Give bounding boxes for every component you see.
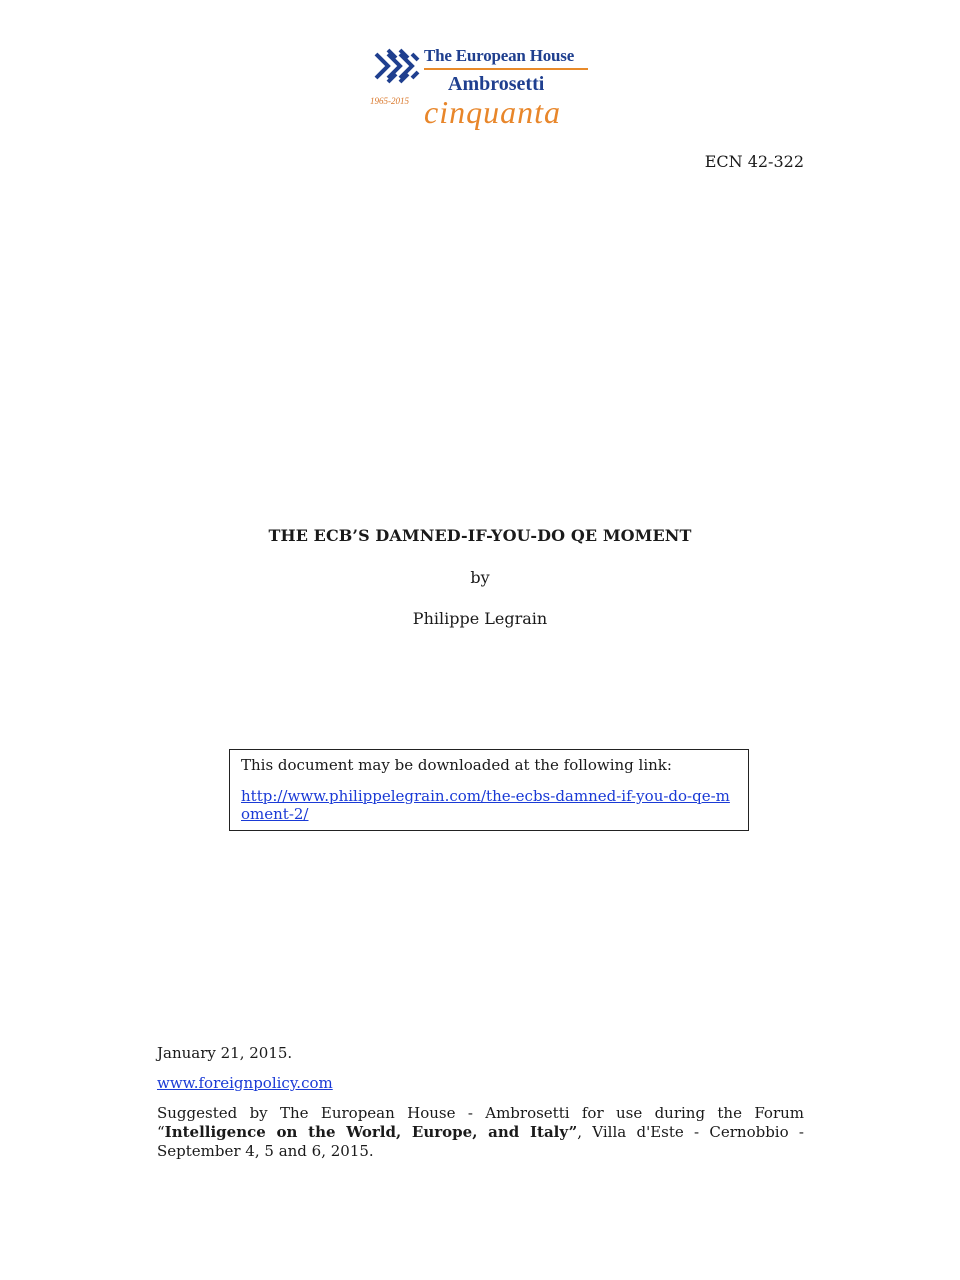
document-id: ECN 42-322 <box>704 152 804 171</box>
document-title: THE ECB’S DAMNED-IF-YOU-DO QE MOMENT <box>268 526 692 545</box>
logo-tagline: cinquanta <box>424 94 561 130</box>
download-box <box>229 749 749 831</box>
logo-org-line1: The European House <box>424 46 575 65</box>
byline-by: by <box>470 568 490 587</box>
forum-name: Intelligence on the World, Europe, and Italy” <box>164 1123 578 1141</box>
download-intro: This document may be downloaded at the following link: <box>241 756 672 774</box>
ambrosetti-emblem-icon <box>370 44 422 92</box>
logo-org-line2: Ambrosetti <box>448 73 545 95</box>
publication-date: January 21, 2015. <box>157 1044 293 1062</box>
forum-note <box>157 1104 804 1161</box>
logo-years: 1965-2015 <box>370 96 409 106</box>
logo-rule <box>424 68 588 70</box>
forum-note-suffix: , Villa d'Este - Cernobbio - September 4, 5 and 6, 2015. <box>157 1123 804 1160</box>
ambrosetti-logo <box>370 44 592 136</box>
author-name: Philippe Legrain <box>412 609 548 628</box>
download-link[interactable]: http://www.philippelegrain.com/the-ecbs-damned-if-you-do-qe-moment-2/ <box>241 787 730 823</box>
forum-note-prefix: Suggested by The European House - Ambrosetti for use during the Forum “ <box>157 1104 804 1141</box>
source-link[interactable]: www.foreignpolicy.com <box>157 1074 333 1092</box>
